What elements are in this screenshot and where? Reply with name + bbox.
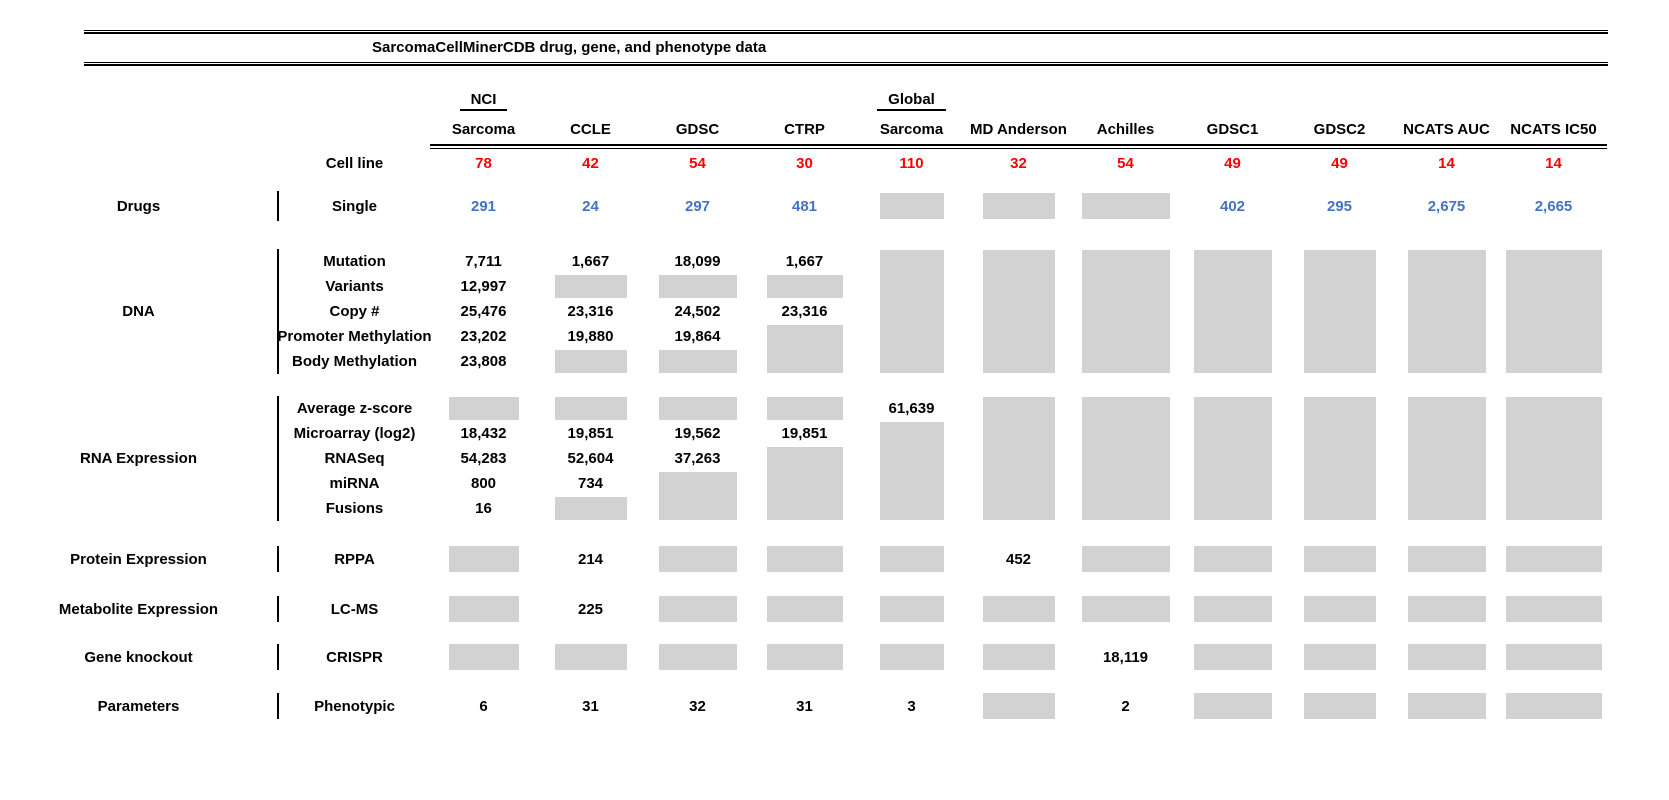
value-cell: 295 (1326, 197, 1353, 215)
column-header-md-anderson: MD Anderson (970, 120, 1067, 138)
value-cell: 19,864 (674, 328, 721, 345)
na-box (555, 350, 627, 373)
dna-section (0, 249, 1669, 374)
value-cell: 23,202 (460, 328, 507, 345)
na-box (767, 447, 843, 520)
na-box (880, 422, 944, 520)
cell-line-count: 42 (582, 154, 599, 172)
value-cell: 1,667 (785, 253, 824, 270)
section-label-dna: DNA (122, 303, 155, 320)
value-cell: 18,119 (1102, 648, 1149, 666)
row-label-copy-number: Copy # (329, 303, 380, 320)
na-box (1194, 693, 1272, 719)
na-box (1506, 250, 1602, 373)
value-cell: 2,665 (1534, 197, 1573, 215)
na-box (1408, 546, 1486, 572)
na-box (555, 644, 627, 670)
protein-expression-row (0, 546, 1669, 572)
value-cell: 19,880 (567, 328, 614, 345)
section-label-metabolite-expression: Metabolite Expression (58, 600, 219, 618)
row-label-mirna: miRNA (329, 475, 380, 492)
na-box (1194, 596, 1272, 622)
na-box (767, 596, 843, 622)
na-box (1082, 193, 1170, 219)
title-band (0, 34, 1669, 62)
value-cell: 452 (1005, 550, 1032, 568)
na-box (1304, 397, 1376, 520)
na-box (1506, 693, 1602, 719)
value-cell: 402 (1219, 197, 1246, 215)
value-cell: 19,851 (567, 425, 614, 442)
parameters-row (0, 693, 1669, 719)
row-label-fusions: Fusions (325, 500, 384, 517)
row-label-variants: Variants (325, 278, 384, 295)
cell-line-count: 110 (899, 154, 924, 172)
column-header-gdsc1: GDSC1 (1206, 120, 1259, 138)
header-row (0, 114, 1669, 144)
na-box (659, 275, 737, 298)
dna-row-labels (279, 249, 430, 374)
cell-line-count: 78 (475, 154, 492, 172)
metabolite-expression-row (0, 596, 1669, 622)
value-cell: 2,675 (1427, 197, 1466, 215)
value-cell: 18,099 (674, 253, 721, 270)
value-cell: 52,604 (567, 450, 614, 467)
cell-line-count: 30 (796, 154, 813, 172)
header-top-row (0, 90, 1669, 112)
value-cell: 291 (470, 197, 497, 215)
na-box (555, 275, 627, 298)
section-label-parameters: Parameters (97, 697, 180, 715)
value-cell: 6 (479, 697, 488, 715)
value-cell: 734 (577, 475, 604, 492)
column-header-nci-sarcoma: Sarcoma (451, 120, 516, 138)
row-label-crispr: CRISPR (326, 648, 383, 666)
row-label-microarray: Microarray (log2) (293, 425, 416, 442)
cell-line-count: 14 (1438, 154, 1455, 172)
na-box (1408, 596, 1486, 622)
na-box (449, 546, 519, 572)
na-box (1082, 397, 1170, 520)
na-box (1304, 644, 1376, 670)
cell-line-count: 49 (1331, 154, 1348, 172)
na-box (1194, 546, 1272, 572)
na-box (983, 644, 1055, 670)
na-box (1082, 546, 1170, 572)
na-box (880, 644, 944, 670)
row-label-rppa: RPPA (334, 550, 375, 568)
na-box (983, 250, 1055, 373)
column-header-ncats-auc: NCATS AUC (1403, 120, 1490, 138)
cell-line-count: 54 (689, 154, 706, 172)
na-box (1506, 596, 1602, 622)
na-box (1082, 596, 1170, 622)
na-box (1194, 250, 1272, 373)
row-label-body-methylation: Body Methylation (291, 353, 417, 370)
column-header-ncats-ic50: NCATS IC50 (1510, 120, 1597, 138)
na-box (1408, 250, 1486, 373)
na-box (449, 644, 519, 670)
na-box (767, 546, 843, 572)
na-box (1194, 397, 1272, 520)
na-box (1194, 644, 1272, 670)
column-header-nci-top: NCI (460, 91, 508, 111)
value-cell: 18,432 (460, 425, 507, 442)
cell-line-count: 32 (1010, 154, 1027, 172)
value-cell: 24,502 (674, 303, 721, 320)
column-header-global-top: Global (877, 91, 946, 111)
value-cell: 23,316 (781, 303, 828, 320)
row-label-cell-line: Cell line (325, 154, 384, 172)
na-box (449, 397, 519, 420)
cell-line-row (0, 149, 1669, 177)
na-box (1408, 644, 1486, 670)
figure-title: SarcomaCellMinerCDB drug, gene, and phenotype data (372, 39, 767, 56)
value-cell: 23,808 (460, 353, 507, 370)
value-cell: 61,639 (888, 400, 935, 417)
drugs-row (0, 191, 1669, 221)
na-box (983, 693, 1055, 719)
row-label-rnaseq: RNASeq (324, 450, 385, 467)
column-header-global-sarcoma: Sarcoma (879, 120, 944, 138)
value-cell: 225 (577, 600, 604, 618)
section-label-protein-expression: Protein Expression (70, 550, 207, 568)
na-box (880, 193, 944, 219)
value-cell: 2 (1121, 697, 1130, 715)
value-cell: 23,316 (567, 303, 614, 320)
na-box (1506, 546, 1602, 572)
na-box (659, 472, 737, 520)
na-box (1082, 250, 1170, 373)
cell-line-count: 54 (1117, 154, 1134, 172)
section-label-rna-expression: RNA Expression (80, 450, 197, 467)
na-box (555, 497, 627, 520)
value-cell: 31 (582, 697, 599, 715)
row-label-single: Single (331, 197, 377, 215)
value-cell: 32 (689, 697, 706, 715)
na-box (659, 596, 737, 622)
title-bottom-rule (84, 62, 1608, 66)
na-box (880, 250, 944, 373)
value-cell: 19,851 (781, 425, 828, 442)
column-header-achilles: Achilles (1096, 120, 1155, 138)
na-box (1506, 644, 1602, 670)
na-box (1304, 693, 1376, 719)
value-cell: 481 (791, 197, 818, 215)
na-box (659, 546, 737, 572)
value-cell: 54,283 (460, 450, 507, 467)
value-cell: 7,711 (465, 253, 502, 270)
value-cell: 25,476 (460, 303, 507, 320)
na-box (983, 193, 1055, 219)
section-label-gene-knockout: Gene knockout (84, 648, 193, 666)
value-cell: 800 (470, 475, 497, 492)
value-cell: 1,667 (571, 253, 610, 270)
row-label-average-z-score: Average z-score (296, 400, 413, 417)
column-header-gdsc2: GDSC2 (1313, 120, 1366, 138)
na-box (767, 275, 843, 298)
na-box (659, 397, 737, 420)
na-box (880, 596, 944, 622)
value-cell: 16 (475, 500, 492, 517)
na-box (555, 397, 627, 420)
na-box (983, 397, 1055, 520)
na-box (767, 644, 843, 670)
na-box (1408, 693, 1486, 719)
rna-expression-section (0, 396, 1669, 521)
na-box (767, 325, 843, 373)
value-cell: 3 (907, 697, 916, 715)
na-box (1506, 397, 1602, 520)
section-label-drugs: Drugs (116, 197, 161, 215)
value-cell: 37,263 (674, 450, 721, 467)
value-cell: 12,997 (460, 278, 507, 295)
na-box (880, 546, 944, 572)
cell-line-count: 14 (1545, 154, 1562, 172)
row-label-phenotypic: Phenotypic (314, 697, 395, 715)
column-header-gdsc: GDSC (675, 120, 720, 138)
column-header-ctrp: CTRP (784, 120, 825, 138)
row-label-mutation: Mutation (323, 253, 386, 270)
value-cell: 214 (577, 550, 604, 568)
value-cell: 19,562 (674, 425, 721, 442)
na-box (659, 644, 737, 670)
column-header-ccle: CCLE (570, 120, 611, 138)
na-box (1408, 397, 1486, 520)
na-box (1304, 250, 1376, 373)
na-box (659, 350, 737, 373)
na-box (1304, 596, 1376, 622)
value-cell: 24 (582, 197, 599, 215)
row-label-lcms: LC-MS (330, 600, 379, 618)
value-cell: 31 (796, 697, 813, 715)
na-box (449, 596, 519, 622)
gene-knockout-row (0, 644, 1669, 670)
value-cell: 297 (684, 197, 711, 215)
na-box (767, 397, 843, 420)
na-box (983, 596, 1055, 622)
cell-line-count: 49 (1224, 154, 1241, 172)
row-label-promoter-methylation: Promoter Methylation (277, 328, 432, 345)
rna-row-labels (279, 396, 430, 521)
na-box (1304, 546, 1376, 572)
